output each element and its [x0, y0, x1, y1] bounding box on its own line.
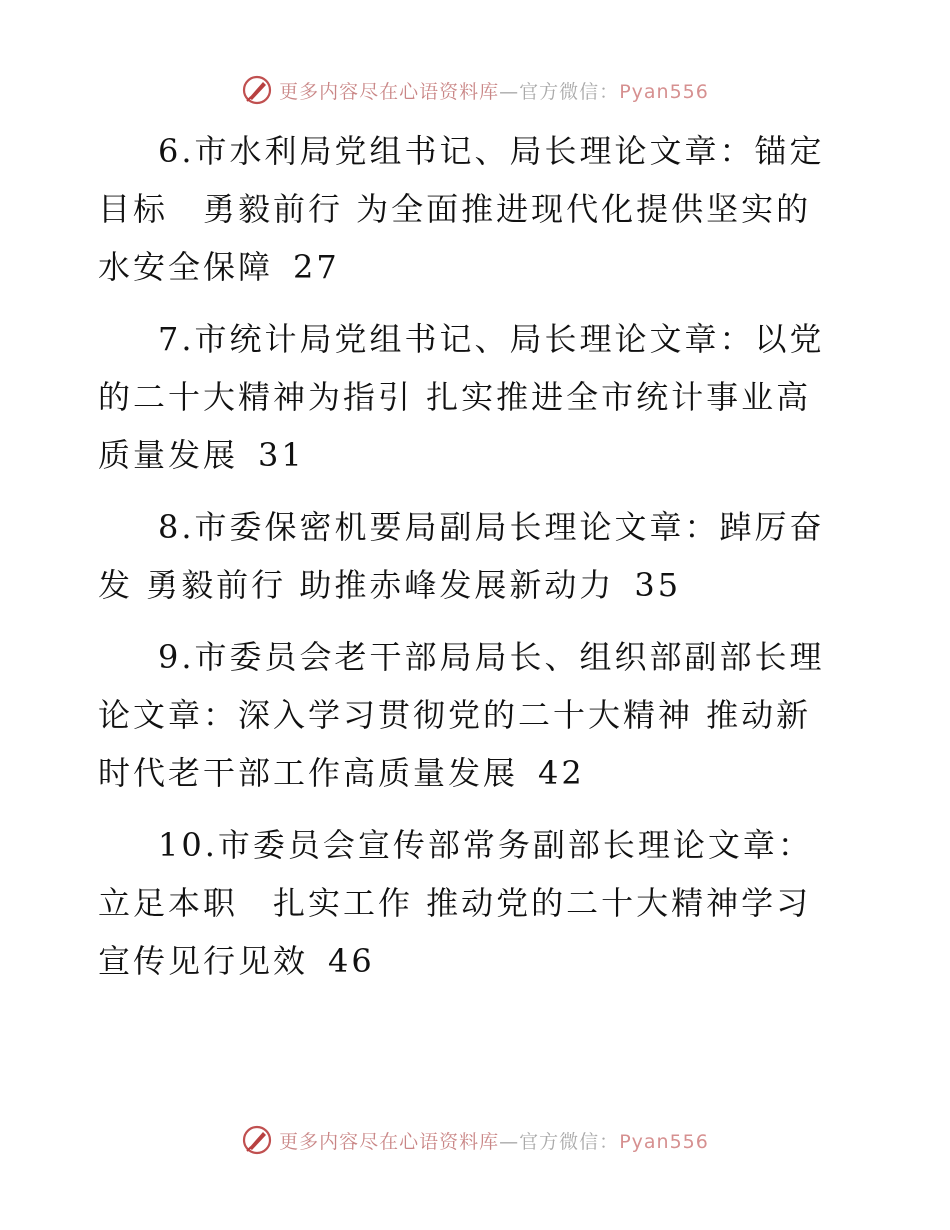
watermark-wechat-label: 官方微信：	[519, 1130, 620, 1153]
watermark-wechat-label: 官方微信：	[519, 80, 620, 103]
toc-entry-10	[98, 816, 838, 990]
watermark-wechat-id: Pyan556	[619, 80, 709, 103]
header-watermark	[0, 72, 950, 108]
quill-pen-logo-icon	[241, 74, 273, 106]
watermark-main-text: 更多内容尽在心语资料库	[279, 80, 500, 103]
footer-watermark	[0, 1122, 950, 1158]
watermark-separator: —	[499, 1130, 520, 1153]
watermark-text	[279, 77, 709, 104]
toc-entry-title: 10.市委员会宣传部常务副部长理论文章：立足本职 扎实工作 推动党的二十大精神学习宣传见行见效	[98, 826, 813, 980]
watermark-main-text: 更多内容尽在心语资料库	[279, 1130, 500, 1153]
toc-entry-page-number: 46	[328, 942, 375, 980]
quill-pen-logo-icon	[241, 1124, 273, 1156]
toc-entry-page-number: 35	[634, 566, 682, 604]
toc-entry-page-number: 27	[293, 248, 340, 286]
toc-entry-title: 8.市委保密机要局副局长理论文章：踔厉奋发 勇毅前行 助推赤峰发展新动力	[98, 508, 825, 604]
toc-entry-6	[98, 122, 838, 296]
toc-entry-9	[98, 628, 838, 802]
toc-entry-title: 7.市统计局党组书记、局长理论文章：以党的二十大精神为指引 扎实推进全市统计事业高质量发展	[98, 320, 825, 474]
toc-entry-page-number: 42	[538, 754, 585, 792]
toc-entry-8	[98, 498, 838, 614]
table-of-contents	[98, 122, 838, 1004]
toc-entry-7	[98, 310, 838, 484]
watermark-text	[279, 1127, 709, 1154]
watermark-wechat-id: Pyan556	[619, 1130, 709, 1153]
toc-entry-title: 9.市委员会老干部局局长、组织部副部长理论文章：深入学习贯彻党的二十大精神 推动新时代老干部工作高质量发展	[98, 638, 825, 792]
watermark-separator: —	[499, 80, 520, 103]
toc-entry-page-number: 31	[258, 436, 305, 474]
toc-entry-title: 6.市水利局党组书记、局长理论文章：锚定目标 勇毅前行 为全面推进现代化提供坚实的水安全保障	[98, 132, 825, 286]
